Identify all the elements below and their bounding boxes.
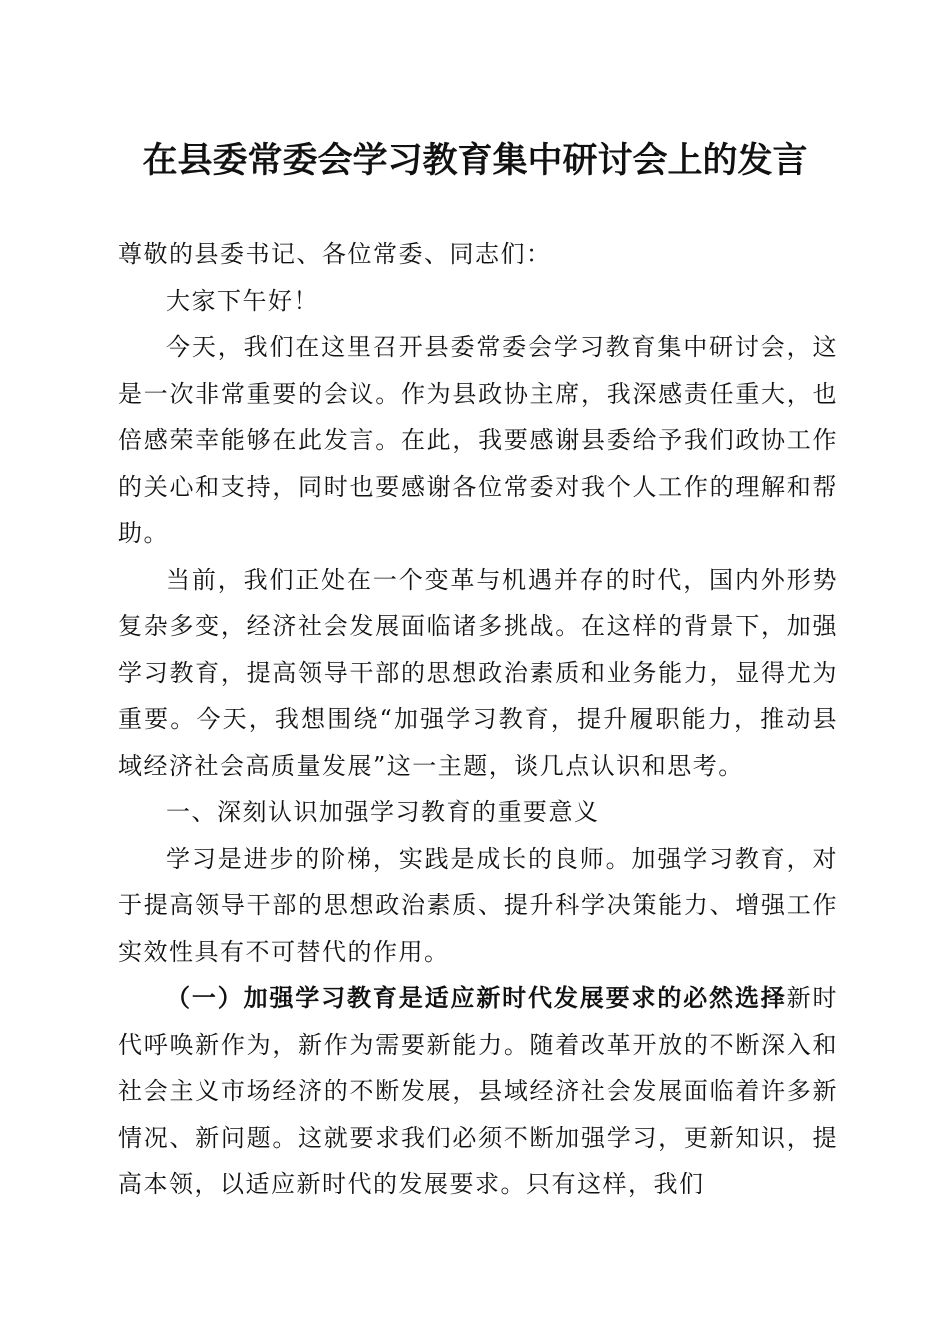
subsection-1	[118, 975, 838, 1208]
subsection-heading-1: （一）加强学习教育是适应新时代发展要求的必然选择	[166, 983, 787, 1012]
salutation: 尊敬的县委书记、各位常委、同志们：	[118, 240, 552, 268]
paragraph-subsection-1: 新时代呼唤新作为，新作为需要新能力。随着改革开放的不断深入和社会主义市场经济的不断发展，县域经济社会发展面临着许多新情况、新问题。这就要求我们必须不断加强学习，更新知识，提高本领，以适应新时代的发展要求。只有这样，我们	[118, 984, 839, 1198]
section-heading-1: 一、深刻认识加强学习教育的重要意义	[166, 798, 600, 826]
document-body	[118, 231, 838, 1208]
paragraph-section-1-intro: 学习是进步的阶梯，实践是成长的良师。加强学习教育，对于提高领导干部的思想政治素质、提升科学决策能力、增强工作实效性具有不可替代的作用。	[118, 844, 838, 966]
paragraph-background: 当前，我们正处在一个变革与机遇并存的时代，国内外形势复杂多变，经济社会发展面临诸多挑战。在这样的背景下，加强学习教育，提高领导干部的思想政治素质和业务能力，显得尤为重要。今天，我想围绕“加强学习教育，提升履职能力，推动县域经济社会高质量发展”这一主题，谈几点认识和思考。	[118, 565, 838, 780]
document-title: 在县委常委会学习教育集中研讨会上的发言	[142, 141, 808, 181]
paragraph-opening: 今天，我们在这里召开县委常委会学习教育集中研讨会，这是一次非常重要的会议。作为县政协主席，我深感责任重大，也倍感荣幸能够在此发言。在此，我要感谢县委给予我们政协工作的关心和支持，同时也要感谢各位常委对我个人工作的理解和帮助。	[118, 333, 838, 547]
greeting: 大家下午好！	[166, 286, 319, 315]
